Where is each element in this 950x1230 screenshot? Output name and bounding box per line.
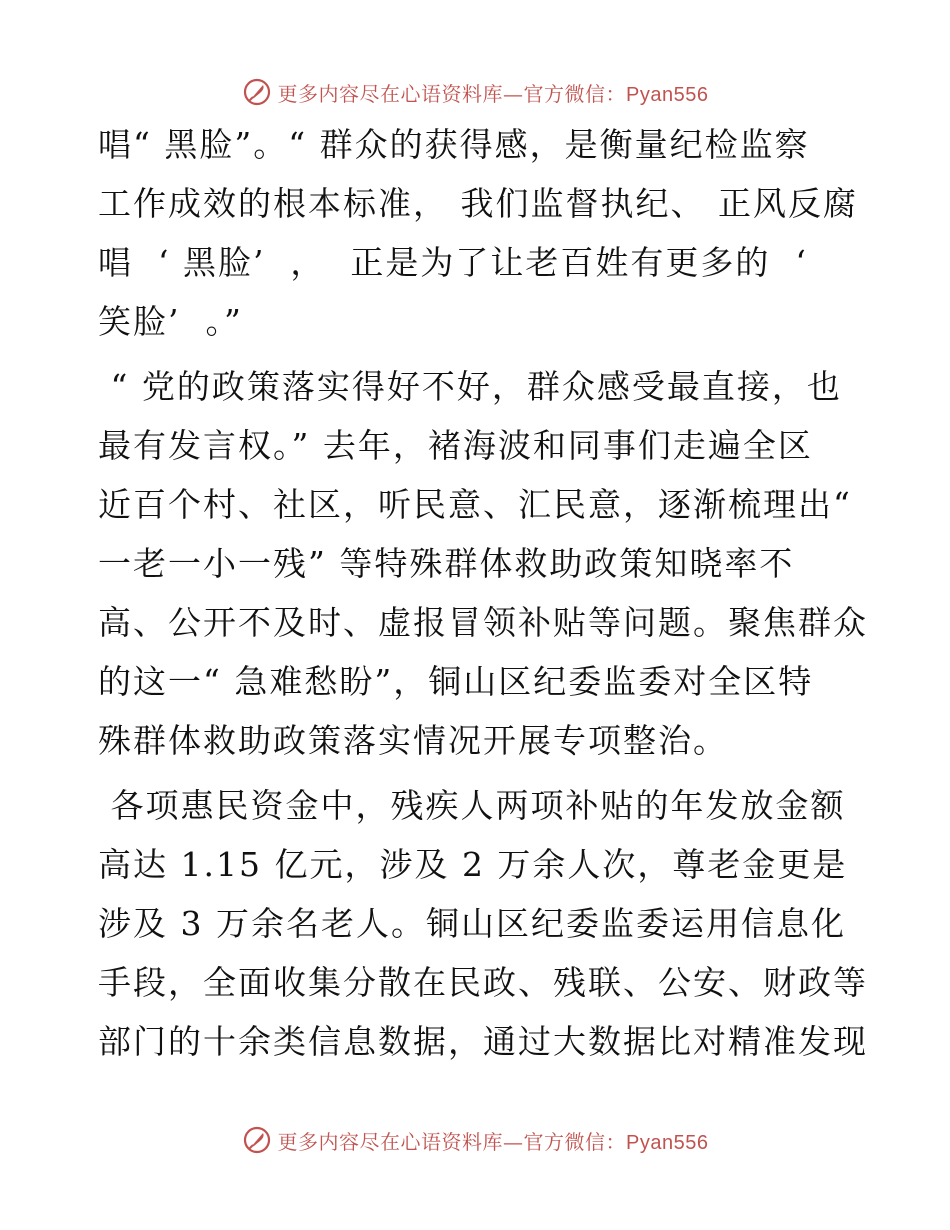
text-line: 一老一小一残” 等特殊群体救助政策知晓率不	[98, 544, 795, 583]
text-line: 手段，全面收集分散在民政、残联、公安、财政等	[98, 963, 868, 1002]
feather-pen-logo-icon	[242, 77, 272, 107]
document-body	[98, 124, 868, 1080]
footer-watermark	[0, 1120, 950, 1160]
header-watermark	[0, 72, 950, 112]
text-line: 近百个村、社区，听民意、汇民意，逐渐梳理出“	[98, 485, 852, 524]
watermark-text: 更多内容尽在心语资料库—官方微信：Pyan556	[277, 81, 709, 106]
text-line: 涉及 3 万余名老人。铜山区纪委监委运用信息化	[98, 904, 846, 943]
text-line: 高、公开不及时、虚报冒领补贴等问题。聚焦群众	[98, 603, 868, 642]
text-line: 的这一“ 急难愁盼”，铜山区纪委监委对全区特	[98, 662, 814, 701]
paragraph-1	[98, 124, 858, 343]
text-line: 部门的十余类信息数据，通过大数据比对精准发现	[98, 1022, 868, 1061]
feather-pen-logo-icon	[242, 1125, 272, 1155]
text-line: 最有发言权。” 去年，褚海波和同事们走遍全区	[98, 426, 813, 465]
text-line: 高达 1.15 亿元，涉及 2 万余人次，尊老金更是	[98, 845, 848, 884]
text-line: “ 党的政策落实得好不好，群众感受最直接，也	[98, 367, 842, 406]
paragraph-2	[98, 366, 868, 762]
paragraph-3	[98, 785, 868, 1063]
text-line: 唱“ 黑脸”。“ 群众的获得感，是衡量纪检监察	[98, 125, 810, 164]
text-line: 笑脸’ 。”	[98, 302, 243, 341]
watermark-text: 更多内容尽在心语资料库—官方微信：Pyan556	[277, 1129, 709, 1154]
text-line: 各项惠民资金中，残疾人两项补贴的年发放金额	[98, 786, 846, 825]
text-line: 殊群体救助政策落实情况开展专项整治。	[98, 721, 728, 760]
text-line: 工作成效的根本标准， 我们监督执纪、 正风反腐	[98, 184, 858, 223]
text-line: 唱 ‘ 黑脸’ ， 正是为了让老百姓有更多的 ‘	[98, 243, 808, 282]
